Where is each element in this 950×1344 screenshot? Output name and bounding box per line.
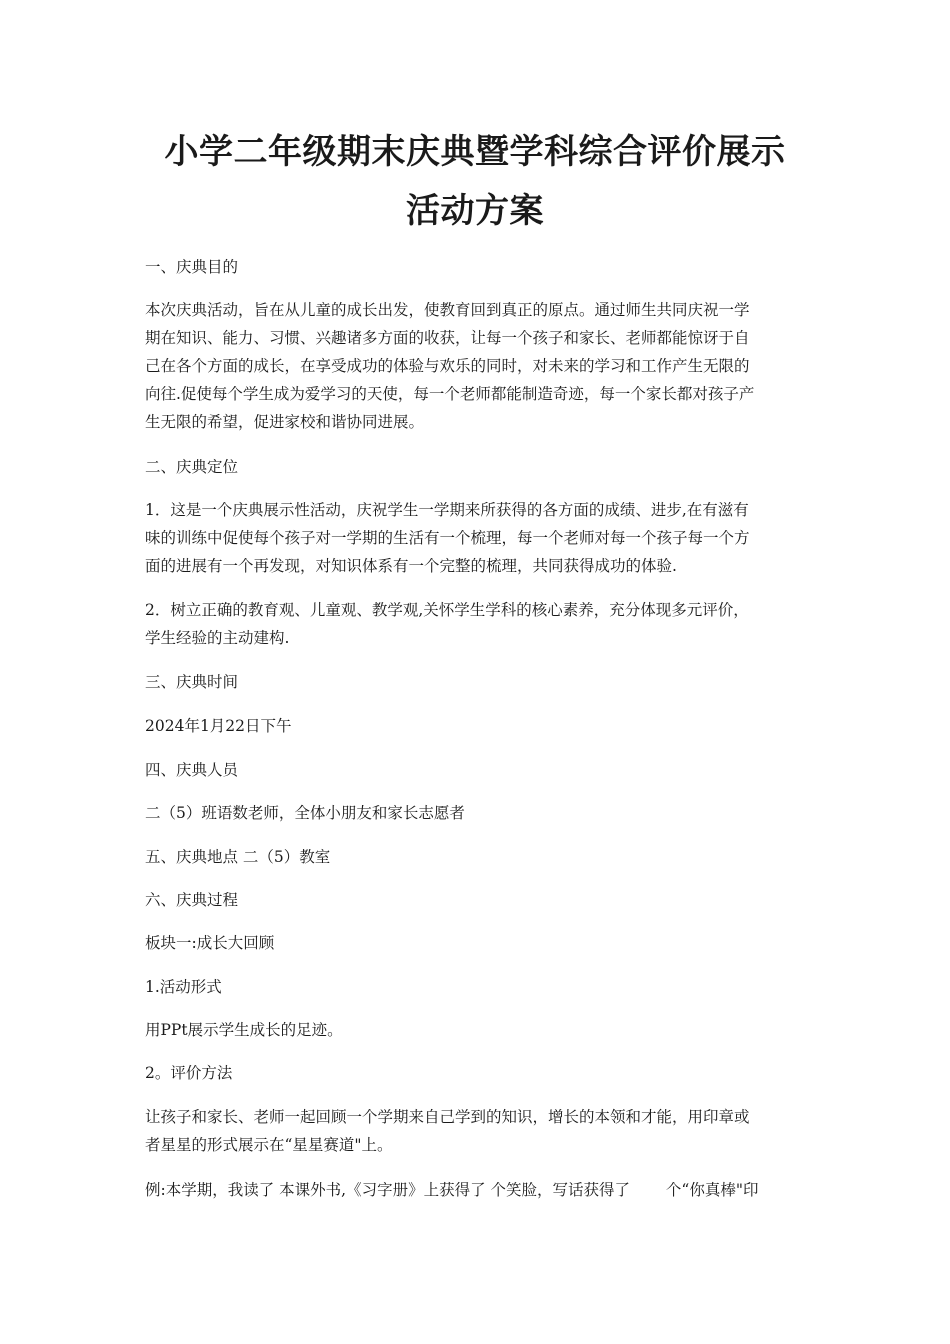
paragraph-line: 2．树立正确的教育观、儿童观、教学观,关怀学生学科的核心素养，充分体现多元评价， xyxy=(145,601,749,619)
paragraph-line: 期在知识、能力、习惯、兴趣诸多方面的收获，让每一个孩子和家长、老师都能惊讶于自 xyxy=(145,329,750,347)
paragraph-line: 生无限的希望，促进家校和谐协同进展。 xyxy=(145,413,425,431)
block-heading: 板块一:成长大回顾 xyxy=(145,934,275,952)
paragraph-line: 例:本学期，我读了 本课外书,《习字册》上获得了 个笑脸，写话获得了 个“你真棒"印 xyxy=(145,1181,759,1199)
paragraph-line: 己在各个方面的成长，在享受成功的体验与欢乐的同时，对未来的学习和工作产生无限的 xyxy=(145,357,750,375)
paragraph-line: 让孩子和家长、老师一起回顾一个学期来自己学到的知识，增长的本领和才能，用印章或 xyxy=(145,1108,750,1126)
document-title-line-1: 小学二年级期末庆典暨学科综合评价展示 xyxy=(164,132,786,172)
section-heading-purpose: 一、庆典目的 xyxy=(145,258,239,276)
sub-heading-form: 1.活动形式 xyxy=(145,978,222,996)
event-people: 二（5）班语数老师，全体小朋友和家长志愿者 xyxy=(145,804,465,822)
paragraph-line: 面的进展有一个再发现，对知识体系有一个完整的梳理，共同获得成功的体验. xyxy=(145,557,677,575)
sub-heading-evaluation: 2。评价方法 xyxy=(145,1064,233,1082)
paragraph-line: 向往.促使每个学生成为爱学习的天使，每一个老师都能制造奇迹，每一个家长都对孩子产 xyxy=(145,385,755,403)
event-date: 2024年1月22日下午 xyxy=(145,717,292,735)
section-heading-process: 六、庆典过程 xyxy=(145,891,239,909)
paragraph-line: 1．这是一个庆典展示性活动，庆祝学生一学期来所获得的各方面的成绩、进步,在有滋有 xyxy=(145,501,749,519)
section-heading-time: 三、庆典时间 xyxy=(145,673,239,691)
document-title-line-2: 活动方案 xyxy=(406,191,544,231)
paragraph-line: 者星星的形式展示在“星星赛道"上。 xyxy=(145,1136,393,1154)
section-heading-location: 五、庆典地点 二（5）教室 xyxy=(145,848,331,866)
paragraph-line: 学生经验的主动建构. xyxy=(145,629,290,647)
paragraph-line: 用PPt展示学生成长的足迹。 xyxy=(145,1021,343,1039)
section-heading-people: 四、庆典人员 xyxy=(145,761,239,779)
paragraph-line: 味的训练中促使每个孩子对一学期的生活有一个梳理，每一个老师对每一个孩子每一个方 xyxy=(145,529,750,547)
paragraph-line: 本次庆典活动，旨在从儿童的成长出发，使教育回到真正的原点。通过师生共同庆祝一学 xyxy=(145,301,750,319)
section-heading-positioning: 二、庆典定位 xyxy=(145,458,239,476)
